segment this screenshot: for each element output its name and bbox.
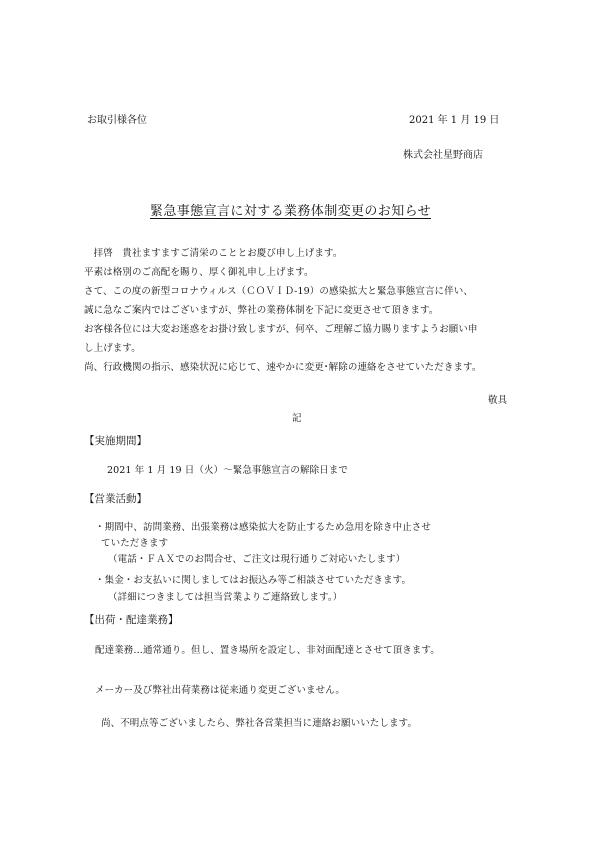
body-line: さて、この度の新型コロナウィルス（ＣＯＶＩＤ-19）の感染拡大と緊急事態宣言に伴い、 <box>84 286 473 297</box>
document-date: 2021 年 1 月 19 日 <box>409 115 500 126</box>
recipient-line: お取引様各位 <box>87 115 147 126</box>
section-heading-period: 【実施期間】 <box>84 435 147 447</box>
sales-line-note: （電話・ＦＡＸでのお問合せ、ご注文は現行通りご対応いたします） <box>108 554 406 565</box>
footer-note: 尚、不明点等ございましたら、弊社各営業担当に連絡お願いいたします。 <box>101 718 418 729</box>
document-title: 緊急事態宣言に対する業務体制変更のお知らせ <box>150 204 432 219</box>
sales-line: ていただきます <box>101 538 169 549</box>
period-text: 2021 年 1 月 19 日（火）〜緊急事態宣言の解除日まで <box>107 465 349 476</box>
sales-line-note: （詳細につきましては担当営業よりご連絡致します。） <box>108 592 343 603</box>
closing-keigu: 敬具 <box>488 395 508 406</box>
company-name: 株式会社星野商店 <box>403 150 483 161</box>
body-line-greeting: 拝啓 貴社ますますご清栄のこととお慶び申し上げます。 <box>84 248 343 259</box>
sales-line: ・集金・お支払いに関しましてはお振込み等ご相談させていただきます。 <box>95 575 412 586</box>
body-line: し上げます。 <box>84 343 141 354</box>
body-line: 平素は格別のご高配を賜り、厚く御礼申し上げます。 <box>84 267 314 278</box>
shipping-line: 配達業務…通常通り。但し、置き場所を設定し、非対面配達とさせて頂きます。 <box>95 645 440 656</box>
body-line: お客様各位には大変お迷惑をお掛け致しますが、何卒、ご理解ご協力賜りますようお願い申 <box>84 324 478 335</box>
section-heading-shipping: 【出荷・配達業務】 <box>84 614 179 626</box>
shipping-line: メーカー及び弊社出荷業務は従来通り変更ございません。 <box>95 685 345 696</box>
section-heading-sales: 【営業活動】 <box>84 493 147 505</box>
body-line: 誠に急なご案内ではございますが、弊社の業務体制を下記に変更させて頂きます。 <box>84 305 439 316</box>
sales-line: ・期間中、訪問業務、出張業務は感染拡大を防止するため急用を除き中止させ <box>95 522 432 533</box>
ki-marker: 記 <box>292 413 302 424</box>
body-line: 尚、行政機関の指示、感染状況に応じて、速やかに変更･解除の連絡をさせていただきます。 <box>84 362 482 373</box>
